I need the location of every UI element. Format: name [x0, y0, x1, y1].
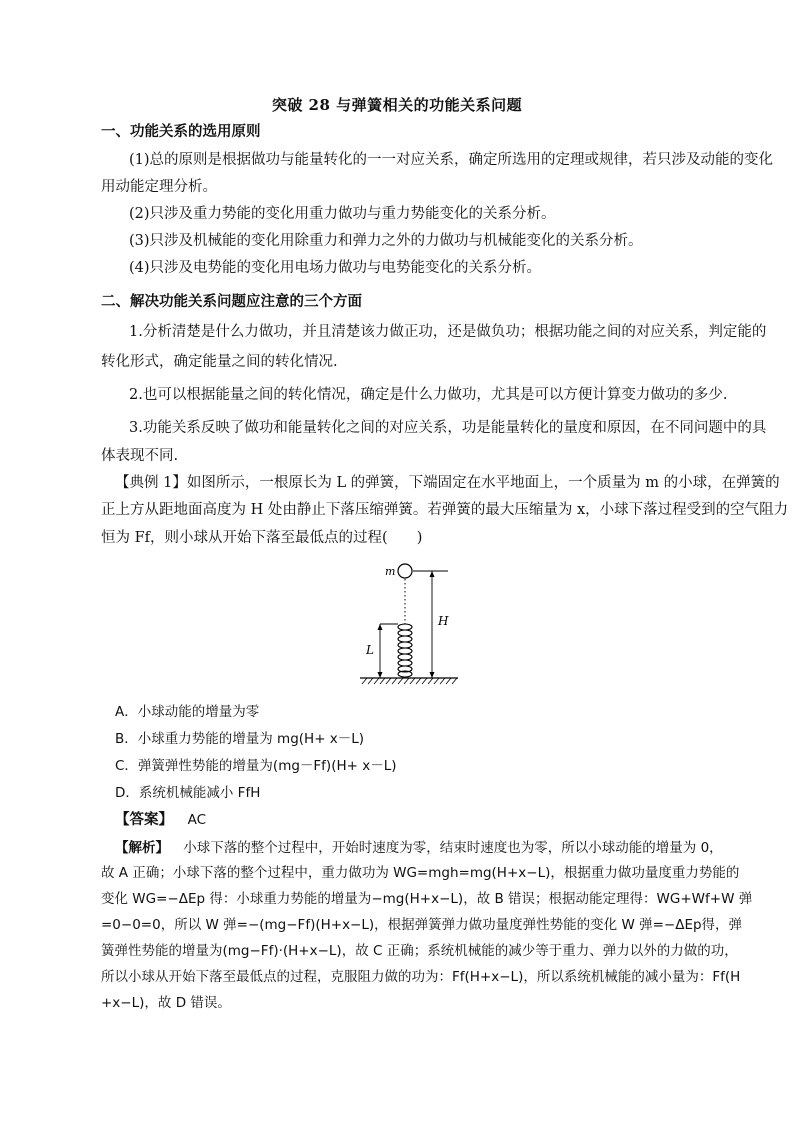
answer-row [115, 810, 745, 830]
option-a: A．小球动能的增量为零 [115, 704, 260, 720]
analysis-line-2: 故 A 正确；小球下落的整个过程中，重力做功为 WG=mgh=mg(H+x−L)，根据重力做功量度重力势能的 [101, 865, 740, 881]
analysis-line-1 [115, 838, 745, 858]
section1-heading: 一、功能关系的选用原则 [101, 124, 261, 140]
answer-label: 【答案】 [115, 811, 173, 828]
analysis-text-1: 小球下落的整个过程中，开始时速度为零，结束时速度也为零，所以小球动能的增量为 0， [183, 840, 723, 856]
analysis-line-7: +x−L)，故 D 错误。 [101, 995, 231, 1011]
label-m: m [385, 565, 396, 578]
option-d: D．系统机械能减小 FfH [115, 785, 261, 801]
section1-p1b: 用动能定理分析。 [101, 179, 217, 195]
label-L: L [366, 643, 374, 657]
option-b: B．小球重力势能的增量为 mg(H+ x－L) [115, 731, 365, 747]
section1-p4: (4)只涉及电势能的变化用电场力做功与电势能变化的关系分析。 [129, 260, 542, 276]
section1-p3: (3)只涉及机械能的变化用除重力和弹力之外的力做功与机械能变化的关系分析。 [129, 233, 643, 249]
spring-ball-figure [358, 553, 468, 689]
analysis-line-4: =0−0=0，所以 W 弹=−(mg−Ff)(H+x−L)，根据弹簧弹力做功量度弹性势能的变化 W 弹=−ΔEp得，弹 [101, 917, 743, 933]
analysis-line-3: 变化 WG=−ΔEp 得：小球重力势能的增量为−mg(H+x−L)，故 B 错误；根据动能定理得：WG+Wf+W 弹 [101, 891, 753, 907]
section2-p1a: 1.分析清楚是什么力做功，并且清楚该力做正功，还是做负功；根据功能之间的对应关系，判定能的 [129, 324, 767, 340]
answer-value: AC [187, 812, 207, 828]
page-title: 突破 28 与弹簧相关的功能关系问题 [271, 96, 523, 114]
section1-p1a: (1)总的原则是根据做功与能量转化的一一对应关系，确定所选用的定理或规律，若只涉及动能的变化 [129, 152, 774, 168]
section2-p3a: 3.功能关系反映了做功和能量转化之间的对应关系，功是能量转化的量度和原因，在不同问题中的具 [129, 420, 767, 436]
analysis-line-6: 所以小球从开始下落至最低点的过程，克服阻力做的功为：Ff(H+x−L)，所以系统机械能的减小量为：Ff(H [101, 969, 741, 985]
section2-heading: 二、解决功能关系问题应注意的三个方面 [101, 294, 362, 310]
section2-p2: 2.也可以根据能量之间的转化情况，确定是什么力做功，尤其是可以方便计算变力做功的多少. [129, 387, 728, 403]
section2-p3b: 体表现不同. [101, 448, 179, 464]
section2-p1b: 转化形式，确定能量之间的转化情况. [101, 354, 338, 370]
analysis-line-5: 簧弹性势能的增量为(mg−Ff)·(H+x−L)，故 C 正确；系统机械能的减少等于重力、弹力以外的力做的功， [101, 943, 738, 959]
section1-p2: (2)只涉及重力势能的变化用重力做功与重力势能变化的关系分析。 [129, 206, 556, 222]
example-line1: 【典例 1】如图所示，一根原长为 L 的弹簧，下端固定在水平地面上，一个质量为 m 的小球，在弹簧的 [115, 475, 780, 491]
example-line3: 恒为 Ff，则小球从开始下落至最低点的过程( ) [101, 530, 423, 546]
example-line2: 正上方从距地面高度为 H 处由静止下落压缩弹簧。若弹簧的最大压缩量为 x，小球下落过程受到的空气阻力 [101, 502, 789, 518]
label-H: H [438, 614, 449, 628]
analysis-label: 【解析】 [115, 840, 169, 856]
option-c: C．弹簧弹性势能的增量为(mg－Ff)(H+ x－L) [115, 758, 397, 774]
